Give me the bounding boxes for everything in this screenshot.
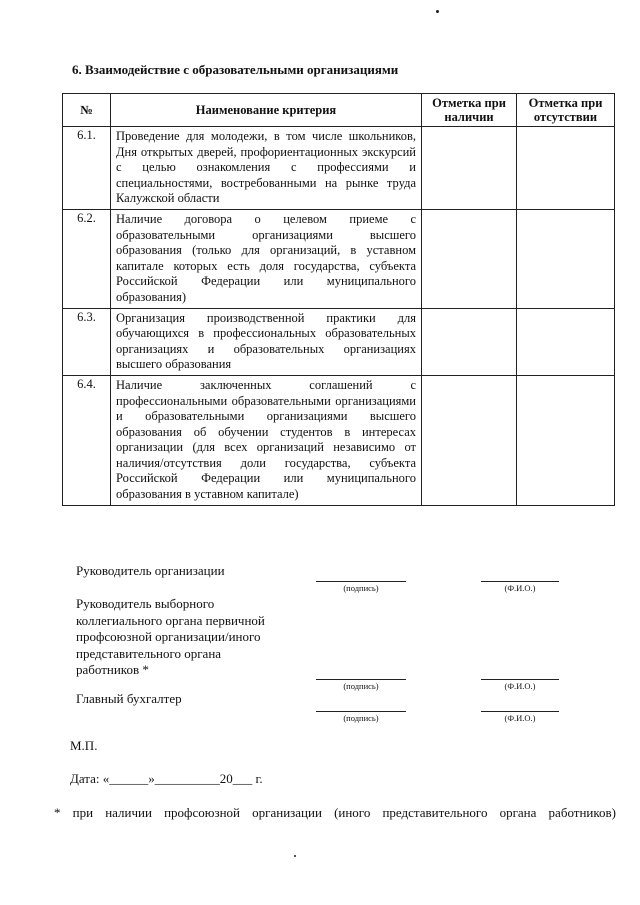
header-number: № [63, 94, 111, 127]
mark-absent-cell[interactable] [517, 375, 615, 505]
row-criterion: Проведение для молодежи, в том числе школьников, Дня открытых дверей, профориентационных экскурсий с целью ознакомления с профессиями и специальностями, востребованными на рынке труда Калужской области [111, 127, 422, 210]
name-line[interactable]: (Ф.И.О.) [481, 711, 559, 723]
row-number: 6.2. [63, 209, 111, 308]
header-criterion: Наименование критерия [111, 94, 422, 127]
table-row [63, 308, 615, 375]
signature-line[interactable]: (подпись) [316, 711, 406, 723]
table-row [63, 127, 615, 210]
row-number: 6.1. [63, 127, 111, 210]
table-header-row [63, 94, 615, 127]
mark-absent-cell[interactable] [517, 308, 615, 375]
section-title: 6. Взаимодействие с образовательными организациями [72, 62, 399, 77]
mark-present-cell[interactable] [422, 127, 517, 210]
scan-speck [436, 10, 439, 13]
header-present: Отметка при наличии [422, 94, 517, 127]
footnote: * при наличии профсоюзной организации (иного представительного органа работников) [54, 805, 616, 820]
mark-absent-cell[interactable] [517, 127, 615, 210]
name-line[interactable]: (Ф.И.О.) [481, 581, 559, 593]
date-line: Дата: «______»__________20___ г. [70, 771, 263, 786]
row-criterion: Наличие заключенных соглашений с профессиональными образовательными организациями и образовательными организациями высшего образования об обучении студентов в интересах организации (для всех организаций независимо от наличия/отсутствия доли государства, субъекта Российской Федерации или муниципального образования в уставном капитале) [111, 375, 422, 505]
signature-line[interactable]: (подпись) [316, 679, 406, 691]
mark-present-cell[interactable] [422, 209, 517, 308]
scan-speck [294, 855, 296, 857]
signer-label-union: Руководитель выборного коллегиального органа первичной профсоюзной организации/иного представительного органа работников * [76, 596, 265, 677]
row-criterion: Организация производственной практики для обучающихся в профессиональных образовательных организациях и образовательных организациях высшего образования [111, 308, 422, 375]
stamp-label: М.П. [70, 738, 98, 753]
criteria-table [62, 93, 615, 506]
signer-label-accountant: Главный бухгалтер [76, 691, 182, 706]
name-line[interactable]: (Ф.И.О.) [481, 679, 559, 691]
table-row [63, 375, 615, 505]
header-absent: Отметка при отсутствии [517, 94, 615, 127]
signer-label-director: Руководитель организации [76, 563, 225, 578]
row-criterion: Наличие договора о целевом приеме с образовательными организациями высшего образования (только для организаций, в уставном капитале которых есть доля государства, субъекта Российской Федерации или муниципального образования) [111, 209, 422, 308]
row-number: 6.3. [63, 308, 111, 375]
mark-present-cell[interactable] [422, 308, 517, 375]
mark-absent-cell[interactable] [517, 209, 615, 308]
mark-present-cell[interactable] [422, 375, 517, 505]
table-row [63, 209, 615, 308]
row-number: 6.4. [63, 375, 111, 505]
signature-line[interactable]: (подпись) [316, 581, 406, 593]
